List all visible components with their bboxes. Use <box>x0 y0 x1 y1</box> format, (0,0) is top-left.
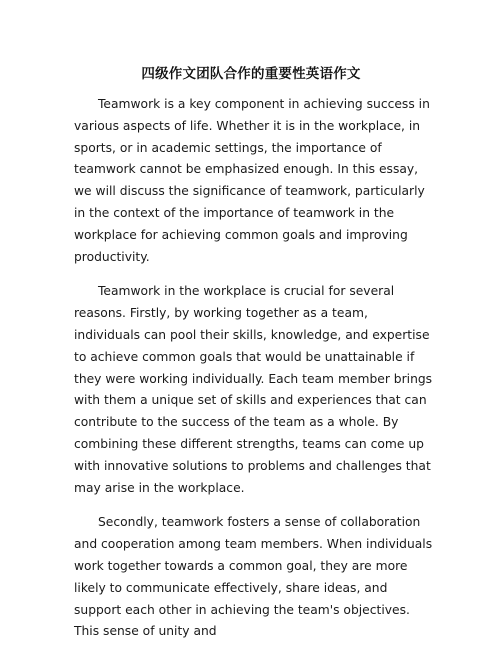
paragraph-3: Secondly, teamwork fosters a sense of collaboration and cooperation among team members. When individuals work together towards a common goal, they are more likely to communicate effectively, share ideas, and support each other in achieving the team's objectives. This sense of unity and <box>74 515 433 639</box>
paragraph-2: Teamwork in the workplace is crucial for several reasons. Firstly, by working together as a team, individuals can pool their skills, knowledge, and expertise to achieve common goals that would be unattainable if they were working individually. Each team member brings with them a unique set of skills and experiences that can contribute to the success of the team as a whole. By combining these different strengths, teams can come up with innovative solutions to problems and challenges that may arise in the workplace. <box>74 284 433 495</box>
paragraph-1: Teamwork is a key component in achieving success in various aspects of life. Whether it is in the workplace, in sports, or in academic settings, the importance of teamwork cannot be emphasized enough. In this essay, we will discuss the significance of teamwork, particularly in the context of the importance of teamwork in the workplace for achieving common goals and improving productivity. <box>74 97 430 264</box>
document-body <box>74 94 434 656</box>
document-title: 四级作文团队合作的重要性英语作文 <box>141 66 361 82</box>
